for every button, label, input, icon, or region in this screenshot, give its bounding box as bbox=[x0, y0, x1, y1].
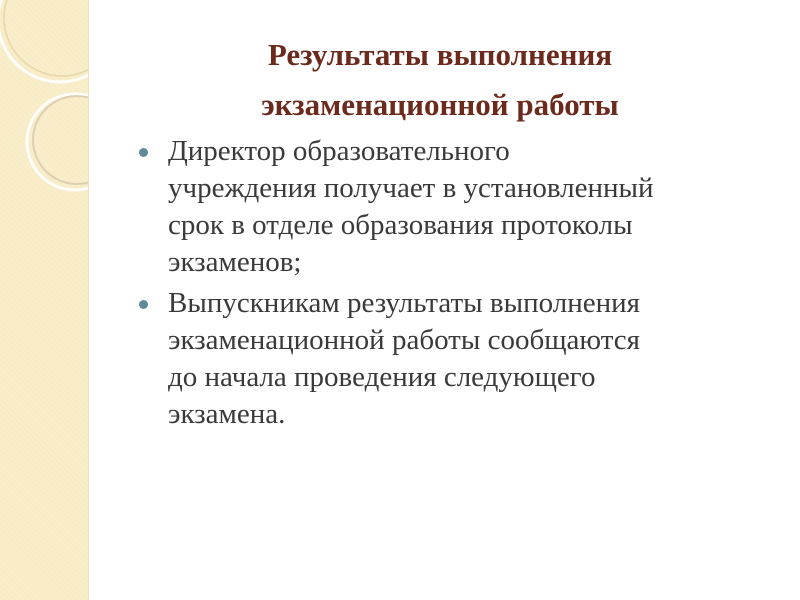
bullet-text-line: срок в отделе образования протоколы bbox=[168, 209, 633, 241]
round-bullet-icon bbox=[139, 300, 148, 309]
bullet-item-graduates bbox=[135, 285, 765, 433]
bullet-text-line: экзамена. bbox=[168, 398, 286, 430]
bullet-text-line: экзаменов; bbox=[168, 246, 302, 278]
slide-title bbox=[130, 30, 750, 130]
slide-title-line-2: экзаменационной работы bbox=[261, 87, 619, 122]
round-bullet-icon bbox=[139, 148, 148, 157]
decorative-side-panel bbox=[0, 0, 89, 600]
bullet-text-line: Выпускникам результаты выполнения bbox=[168, 287, 640, 319]
bullet-text-line: до начала проведения следующего bbox=[168, 361, 596, 393]
bullet-text-line: Директор образовательного bbox=[168, 135, 510, 167]
bullet-text-line: учреждения получает в установленный bbox=[168, 172, 654, 204]
bullet-text-line: экзаменационной работы сообщаются bbox=[168, 324, 640, 356]
slide-title-line-1: Результаты выполнения bbox=[267, 37, 613, 72]
bullet-list bbox=[135, 133, 765, 437]
bullet-item-director bbox=[135, 133, 765, 281]
circle-rings-decoration bbox=[0, 0, 88, 600]
